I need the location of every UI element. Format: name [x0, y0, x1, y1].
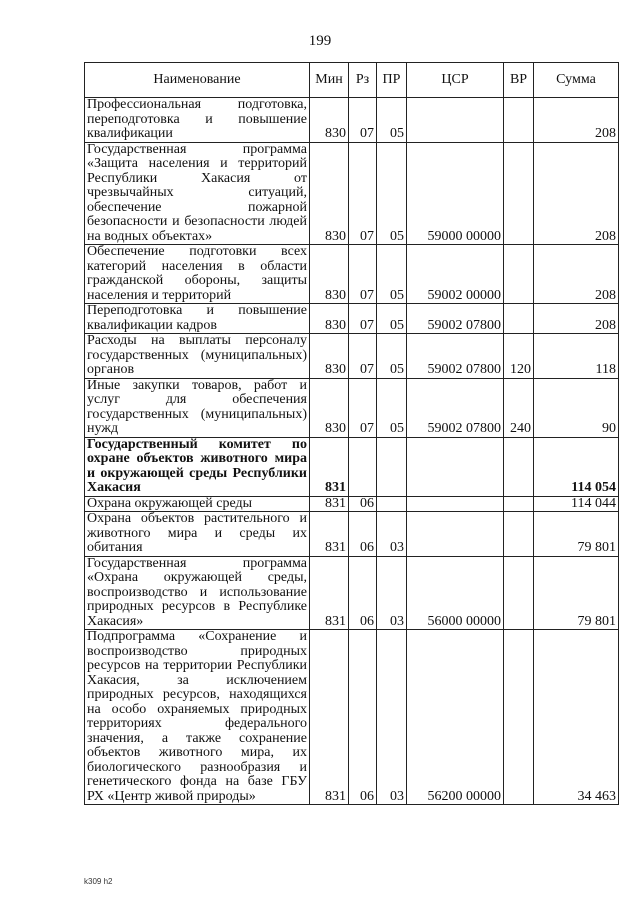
page-number: 199	[308, 33, 332, 49]
cell-name: Расходы на выплаты персоналу государственных (муниципальных) органов	[85, 334, 310, 379]
cell-sum: 79 801	[534, 512, 619, 557]
cell-rz	[349, 437, 377, 496]
table-header-row	[85, 63, 619, 98]
cell-csr: 59002 07800	[407, 378, 504, 437]
cell-min: 831	[310, 437, 349, 496]
table-row	[85, 304, 619, 334]
table-row	[85, 98, 619, 143]
cell-rz: 06	[349, 630, 377, 805]
cell-name: Охрана объектов растительного и животного мира и среды их обитания	[85, 512, 310, 557]
cell-vr	[504, 142, 534, 245]
cell-csr: 56000 00000	[407, 556, 504, 630]
column-header-name: Наименование	[85, 63, 310, 98]
cell-pr: 03	[377, 512, 407, 557]
column-header-sum: Сумма	[534, 63, 619, 98]
cell-rz: 06	[349, 496, 377, 512]
cell-min: 830	[310, 98, 349, 143]
cell-csr: 59002 07800	[407, 334, 504, 379]
cell-min: 831	[310, 556, 349, 630]
cell-min: 831	[310, 512, 349, 557]
cell-name: Профессиональная подготовка, переподготовка и повышение квалификации	[85, 98, 310, 143]
cell-name: Государственная программа «Охрана окружающей среды, воспроизводство и использование природных ресурсов в Республике Хакасия»	[85, 556, 310, 630]
cell-rz: 07	[349, 304, 377, 334]
table-row	[85, 496, 619, 512]
cell-pr: 05	[377, 142, 407, 245]
table-body	[85, 98, 619, 805]
cell-name: Переподготовка и повышение квалификации кадров	[85, 304, 310, 334]
column-header-csr: ЦСР	[407, 63, 504, 98]
cell-vr	[504, 496, 534, 512]
cell-sum: 118	[534, 334, 619, 379]
cell-sum: 34 463	[534, 630, 619, 805]
cell-name: Охрана окружающей среды	[85, 496, 310, 512]
cell-sum: 114 044	[534, 496, 619, 512]
cell-pr: 03	[377, 556, 407, 630]
cell-pr: 03	[377, 630, 407, 805]
cell-rz: 07	[349, 98, 377, 143]
cell-pr: 05	[377, 98, 407, 143]
column-header-min: Мин	[310, 63, 349, 98]
cell-min: 831	[310, 496, 349, 512]
cell-name: Государственный комитет по охране объектов животного мира и окружающей среды Республики Хакасия	[85, 437, 310, 496]
cell-name: Обеспечение подготовки всех категорий населения в области гражданской обороны, защиты населения и территорий	[85, 245, 310, 304]
cell-csr: 56200 00000	[407, 630, 504, 805]
cell-vr: 240	[504, 378, 534, 437]
column-header-pr: ПР	[377, 63, 407, 98]
cell-sum: 90	[534, 378, 619, 437]
cell-sum: 208	[534, 142, 619, 245]
cell-vr	[504, 437, 534, 496]
cell-csr: 59000 00000	[407, 142, 504, 245]
cell-min: 830	[310, 378, 349, 437]
cell-csr	[407, 437, 504, 496]
table-row	[85, 630, 619, 805]
cell-vr	[504, 304, 534, 334]
cell-sum: 79 801	[534, 556, 619, 630]
cell-sum: 208	[534, 304, 619, 334]
column-header-vr: ВР	[504, 63, 534, 98]
cell-csr	[407, 98, 504, 143]
table-row	[85, 437, 619, 496]
cell-rz: 07	[349, 245, 377, 304]
cell-rz: 07	[349, 334, 377, 379]
cell-sum: 208	[534, 98, 619, 143]
cell-csr	[407, 512, 504, 557]
column-header-rz: Рз	[349, 63, 377, 98]
cell-vr	[504, 98, 534, 143]
footer-code: k309 h2	[84, 877, 113, 886]
cell-pr	[377, 496, 407, 512]
cell-vr	[504, 630, 534, 805]
table-row	[85, 512, 619, 557]
cell-rz: 07	[349, 142, 377, 245]
table-row	[85, 334, 619, 379]
cell-pr: 05	[377, 378, 407, 437]
cell-min: 830	[310, 245, 349, 304]
cell-pr	[377, 437, 407, 496]
cell-min: 830	[310, 304, 349, 334]
cell-rz: 06	[349, 512, 377, 557]
budget-table	[84, 62, 619, 805]
cell-sum: 114 054	[534, 437, 619, 496]
cell-min: 831	[310, 630, 349, 805]
table-row	[85, 142, 619, 245]
cell-rz: 06	[349, 556, 377, 630]
table-row	[85, 556, 619, 630]
cell-name: Подпрограмма «Сохранение и воспроизводство природных ресурсов на территории Республики Хакасия, за исключением природных ресурсов, находящихся на особо охраняемых природных территориях федерального значения, а также сохранение объектов животного мира, их биологического разнообразия и генетического фонда на базе ГБУ РХ «Центр живой природы»	[85, 630, 310, 805]
cell-min: 830	[310, 142, 349, 245]
table-row	[85, 378, 619, 437]
cell-csr	[407, 496, 504, 512]
cell-pr: 05	[377, 304, 407, 334]
cell-csr: 59002 07800	[407, 304, 504, 334]
cell-vr	[504, 556, 534, 630]
cell-min: 830	[310, 334, 349, 379]
cell-vr: 120	[504, 334, 534, 379]
cell-name: Иные закупки товаров, работ и услуг для обеспечения государственных (муниципальных) нужд	[85, 378, 310, 437]
table-row	[85, 245, 619, 304]
cell-sum: 208	[534, 245, 619, 304]
cell-pr: 05	[377, 245, 407, 304]
cell-csr: 59002 00000	[407, 245, 504, 304]
cell-rz: 07	[349, 378, 377, 437]
cell-vr	[504, 512, 534, 557]
cell-pr: 05	[377, 334, 407, 379]
cell-name: Государственная программа «Защита населения и территорий Республики Хакасия от чрезвычайных ситуаций, обеспечение пожарной безопасности и безопасности людей на водных объектах»	[85, 142, 310, 245]
cell-vr	[504, 245, 534, 304]
